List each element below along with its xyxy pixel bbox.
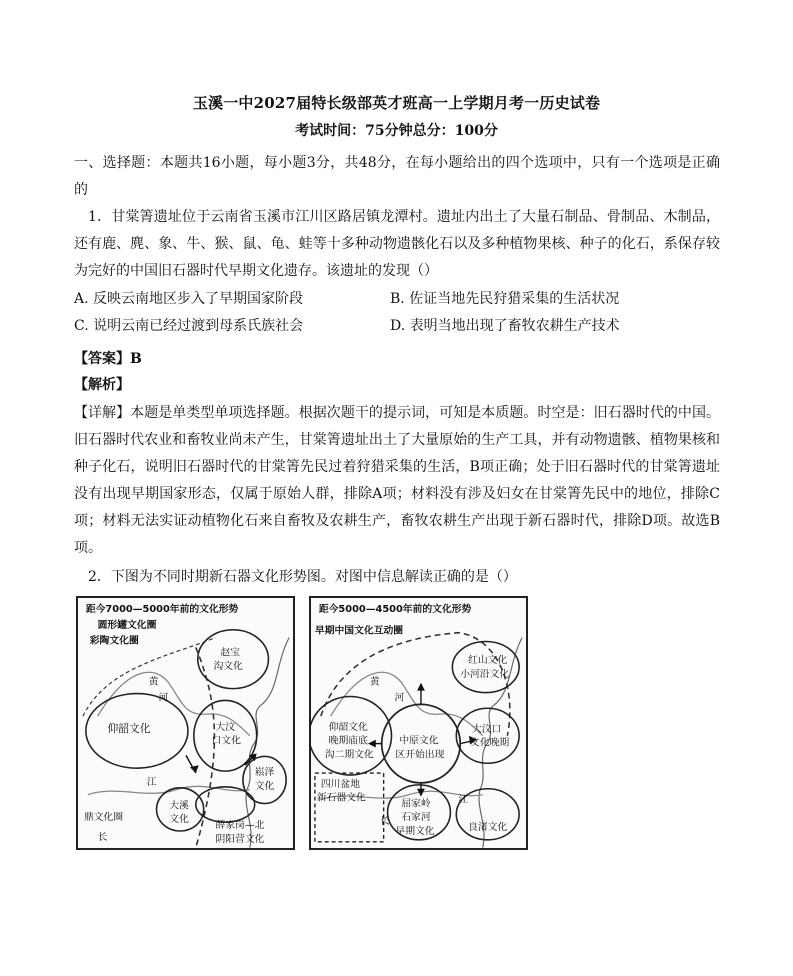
map-left-daxi-1: 大溪	[169, 800, 189, 812]
map-left-zhaobaogou-1: 赵宝	[220, 647, 240, 659]
map-right-yangshao-2: 晚期庙底	[328, 735, 368, 747]
map-right-dawenkou-2: 文化晚期	[470, 737, 510, 749]
section-heading: 一、选择题：本题共16小题，每小题3分，共48分，在每小题给出的四个选项中，只有一个选项是正确的	[74, 155, 720, 198]
map-5000-4500	[309, 596, 528, 850]
map-left-legend-1: 圆形罐文化圈	[97, 619, 157, 631]
map-right-chang: 长	[379, 816, 390, 828]
question-1-option-c: C. 说明云南已经过渡到母系氏族社会	[74, 318, 304, 334]
map-right-qujialing-2: 石家河	[401, 812, 431, 824]
map-right-liangzhu: 良渚文化	[468, 822, 508, 834]
map-right-yangshao-3: 沟二期文化	[324, 749, 374, 761]
map-left-daxi-2: 文化	[169, 814, 189, 826]
map-right-hongshan-2: 小河沿文化	[460, 668, 510, 680]
map-left-heading: 距今7000—5000年前的文化形势	[85, 604, 239, 616]
exam-title: 玉溪一中2027届特长级部英才班高一上学期月考一历史试卷	[192, 94, 601, 112]
map-right-river-huang-1: 黄	[369, 676, 380, 688]
map-left-legend-2: 彩陶文化圈	[89, 635, 139, 647]
map-left-songze-1: 崧泽	[254, 767, 275, 779]
map-left-songze-2: 文化	[254, 780, 275, 792]
map-left-dawenkou-1: 大汶	[215, 721, 236, 733]
map-right-qujialing-1: 屈家岭	[401, 798, 431, 810]
question-1-detail: 【详解】本题是单类型单项选择题。根据次题干的提示词，可知是本质题。时空是：旧石器时代的中国。旧石器时代农业和畜牧业尚未产生，甘棠箐遗址出土了大量原始的生产工具，并有动物遗骸、植物果核和种子化石，说明旧石器时代的甘棠箐先民过着狩猎采集的生活，B项正确；处于旧石器时代的甘棠箐遗址没有出现早期国家形态，仅属于原始人群，排除A项；材料没有涉及妇女在甘棠箐先民中的地位，排除C项；材料无法实证动植物化石来自畜牧及农耕生产，畜牧农耕生产出现于新石器时代，排除D项。故选B项。	[74, 405, 720, 556]
map-right-yangshao-1: 仰韶文化	[328, 721, 368, 733]
map-right-sichuan-1: 四川盆地	[320, 778, 361, 790]
map-right-sichuan-2: 新石器文化	[316, 792, 366, 804]
map-left-yangshao: 仰韶文化	[107, 721, 151, 735]
analysis-label: 【解析】	[74, 377, 130, 393]
question-1-option-b: B. 佐证当地先民狩猎采集的生活状况	[390, 291, 620, 307]
question-1-option-d: D. 表明当地出现了畜牧农耕生产技术	[390, 318, 620, 334]
map-right-legend: 早期中国文化互动圈	[314, 625, 404, 637]
map-7000-5000	[76, 596, 295, 850]
map-left-river-huang-1: 黄	[148, 676, 159, 688]
map-left-svg	[78, 598, 293, 848]
map-left-zhaobaogou-2: 沟文化	[213, 661, 243, 673]
map-left-xuejiagang-1: 薛家岗—北	[215, 820, 265, 832]
map-right-jiang: 江	[458, 794, 469, 806]
map-left-jiang: 江	[146, 776, 157, 788]
map-right-heading: 距今5000—4500年前的文化形势	[318, 604, 472, 616]
map-right-zhongyuan-1: 中原文化	[399, 735, 439, 747]
map-right-zhongyuan-2: 区开始出现	[395, 749, 445, 761]
map-left-chang: 长	[97, 831, 108, 843]
question-1-stem: 1．甘棠箐遗址位于云南省玉溪市江川区路居镇龙潭村。遗址内出土了大量石制品、骨制品、木制品，还有鹿、麂、象、牛、猴、鼠、龟、蛙等十多种动物遗骸化石以及多种植物果核、种子的化石，系保存较为完好的中国旧石器时代早期文化遗存。该遗址的发现（）	[74, 209, 720, 279]
map-right-hongshan-1: 红山文化	[468, 655, 508, 667]
question-1-option-a: A. 反映云南地区步入了早期国家阶段	[74, 291, 304, 307]
map-left-dawenkou-2: 口文化	[211, 735, 241, 747]
answer-label: 【答案】B	[74, 351, 142, 367]
map-left-river-huang-2: 河	[158, 692, 169, 704]
question-2-stem: 2．下图为不同时期新石器文化形势图。对图中信息解读正确的是（）	[88, 569, 517, 585]
exam-subtitle: 考试时间：75分钟总分：100分	[295, 123, 498, 139]
map-left-xuejiagang-2: 阴阳营文化	[215, 833, 265, 845]
map-left-ding: 鼎文化圈	[83, 812, 124, 824]
map-right-qujialing-3: 早期文化	[395, 825, 435, 837]
map-right-svg	[311, 598, 526, 848]
map-right-river-huang-2: 河	[394, 692, 405, 704]
map-right-dawenkou-1: 大汶口	[472, 723, 502, 735]
